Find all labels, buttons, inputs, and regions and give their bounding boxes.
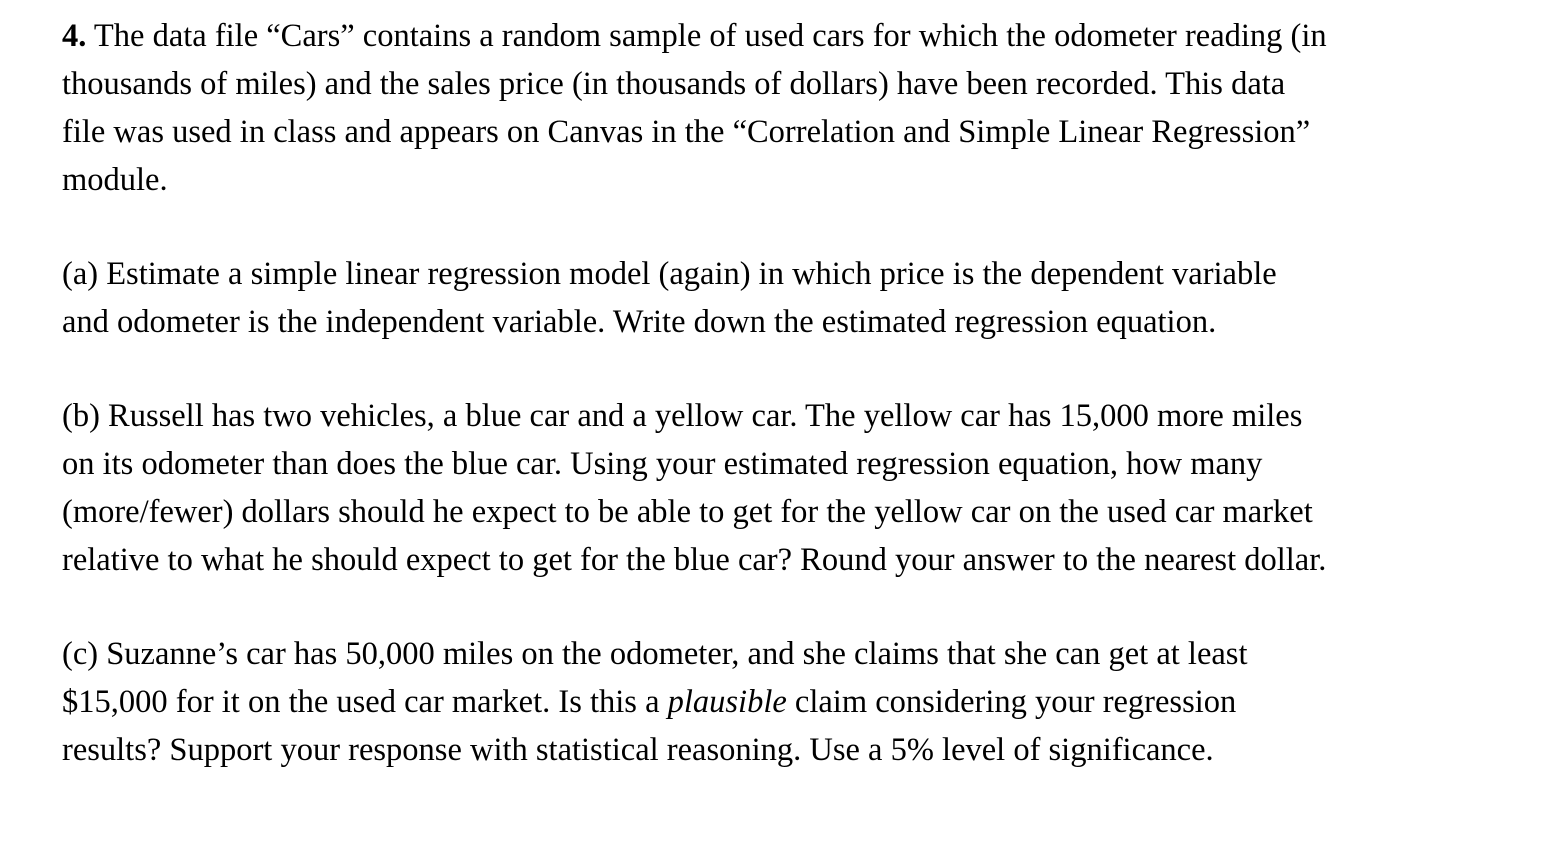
part-b-line-2: on its odometer than does the blue car. Using your estimated regression equation, how many [62, 446, 1263, 482]
part-b [62, 392, 1502, 584]
question-document [62, 12, 1502, 774]
question-intro [62, 12, 1502, 204]
part-c-line-2-before: $15,000 for it on the used car market. Is this a [62, 684, 668, 720]
intro-line-1-text: The data file “Cars” contains a random sample of used cars for which the odometer reading (in [86, 18, 1327, 54]
part-a [62, 250, 1502, 346]
part-a-line-2: and odometer is the independent variable. Write down the estimated regression equation. [62, 304, 1217, 340]
intro-line-4: module. [62, 162, 168, 198]
question-number: 4. [62, 18, 87, 54]
intro-line-3: file was used in class and appears on Canvas in the “Correlation and Simple Linear Regression” [62, 114, 1311, 150]
intro-line-2: thousands of miles) and the sales price (in thousands of dollars) have been recorded. This data [62, 66, 1286, 102]
part-a-line-1: (a) Estimate a simple linear regression model (again) in which price is the dependent variable [62, 256, 1277, 292]
part-c-emphasis: plausible [667, 684, 787, 720]
intro-line-1 [62, 12, 1502, 60]
part-c-line-1: (c) Suzanne’s car has 50,000 miles on the odometer, and she claims that she can get at least [62, 636, 1248, 672]
part-b-line-3: (more/fewer) dollars should he expect to be able to get for the yellow car on the used car market [62, 494, 1313, 530]
part-c-line-2-after: claim considering your regression [786, 684, 1237, 720]
part-c [62, 630, 1502, 774]
part-c-line-2 [62, 678, 1502, 726]
part-c-line-3: results? Support your response with statistical reasoning. Use a 5% level of significance. [62, 732, 1214, 768]
part-b-line-1: (b) Russell has two vehicles, a blue car and a yellow car. The yellow car has 15,000 more miles [62, 398, 1303, 434]
part-b-line-4: relative to what he should expect to get for the blue car? Round your answer to the nearest dollar. [62, 542, 1327, 578]
